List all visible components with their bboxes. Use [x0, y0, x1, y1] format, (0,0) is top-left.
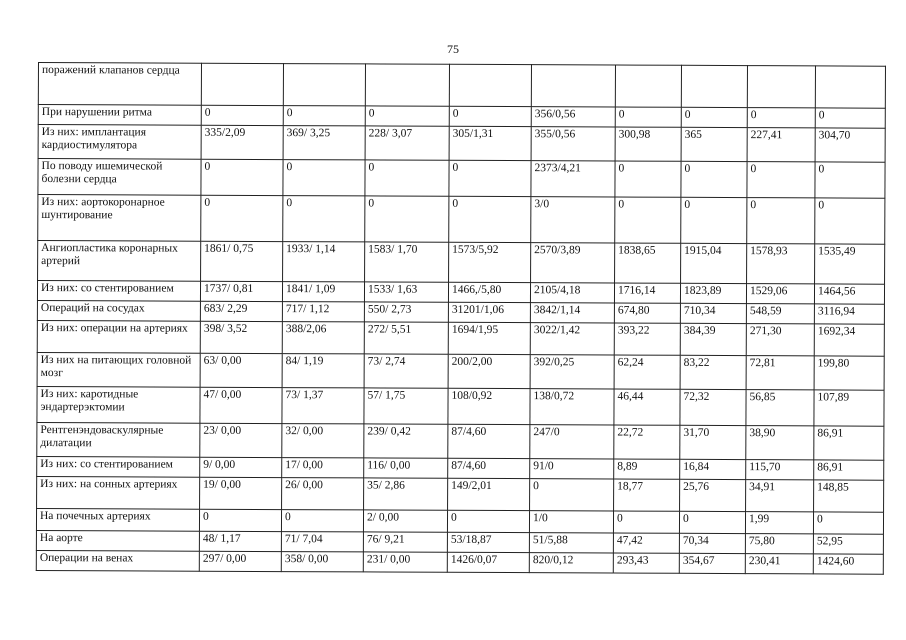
- table-cell: 87/4,60: [448, 424, 530, 458]
- row-label: Из них: имплантация кардиостимулятора: [38, 125, 201, 160]
- table-cell: 710,34: [680, 303, 746, 323]
- table-cell: 26/ 0,00: [282, 478, 364, 510]
- row-label: Из них: операции на артериях: [37, 320, 200, 353]
- table-cell: 1915,04: [681, 243, 747, 283]
- table-cell: 0: [747, 162, 815, 198]
- table-cell: 53/18,87: [447, 532, 529, 552]
- row-label: Из них: на сонных артериях: [37, 476, 200, 509]
- table-cell: 73/ 1,37: [282, 388, 364, 424]
- table-cell: [681, 65, 747, 107]
- table-cell: 108/0,92: [448, 388, 530, 424]
- row-label: Из них: аортокоронарное шунтирование: [38, 195, 201, 242]
- table-cell: 73/ 2,74: [364, 354, 448, 388]
- table-cell: 354,67: [679, 553, 745, 573]
- table-cell: 1694/1,95: [448, 322, 530, 354]
- table-cell: 1578,93: [747, 244, 815, 284]
- table-cell: 1533/ 1,63: [364, 282, 448, 302]
- table-cell: 3/0: [531, 197, 615, 243]
- table-cell: 3022/1,42: [530, 323, 614, 355]
- table-cell: 107,89: [814, 390, 884, 426]
- table-cell: 32/ 0,00: [282, 424, 364, 458]
- table-cell: 75,80: [745, 534, 813, 554]
- table-cell: 51/5,88: [529, 533, 613, 553]
- table-cell: 22,72: [614, 425, 680, 459]
- table-cell: 683/ 2,29: [200, 301, 282, 321]
- table-cell: [815, 66, 885, 108]
- table-cell: 393,22: [614, 323, 680, 355]
- table-cell: 0: [365, 160, 449, 196]
- table-row: [38, 159, 885, 199]
- table-cell: 335/2,09: [201, 125, 283, 159]
- table-cell: 0: [815, 162, 885, 198]
- table-cell: 0: [815, 108, 885, 128]
- table-cell: 0: [201, 159, 283, 195]
- table-cell: 1737/ 0,81: [200, 281, 282, 301]
- table-row: [36, 550, 883, 574]
- row-label: поражений клапанов сердца: [38, 63, 201, 106]
- table-cell: 820/0,12: [529, 553, 613, 573]
- table-cell: 8,89: [614, 459, 680, 479]
- table-cell: 23/ 0,00: [200, 423, 282, 457]
- row-label: Из них: каротидные эндартерэктомии: [37, 386, 200, 423]
- table-cell: 293,43: [613, 553, 679, 573]
- table-cell: 2105/4,18: [530, 283, 614, 303]
- table-cell: [449, 64, 531, 106]
- table-cell: 0: [283, 106, 365, 126]
- table-cell: 300,98: [615, 127, 681, 161]
- row-label: На почечных артериях: [36, 508, 199, 531]
- table-cell: 57/ 1,75: [364, 388, 448, 424]
- table-cell: 0: [447, 510, 529, 532]
- table-cell: 0: [815, 198, 885, 244]
- table-cell: 52,95: [813, 534, 883, 554]
- table-cell: 0: [747, 108, 815, 128]
- table-cell: 25,76: [680, 479, 746, 511]
- table-cell: 0: [615, 107, 681, 127]
- table-cell: 72,32: [680, 389, 746, 425]
- table-cell: 115,70: [746, 460, 814, 480]
- table-cell: 369/ 3,25: [283, 126, 365, 160]
- table-cell: 1583/ 1,70: [365, 242, 449, 282]
- table-cell: 18,77: [614, 479, 680, 511]
- table-cell: 138/0,72: [530, 389, 614, 425]
- row-label: При нарушении ритма: [38, 105, 201, 126]
- table-cell: 47,42: [613, 533, 679, 553]
- table-row: [37, 352, 884, 390]
- table-row: [38, 125, 885, 163]
- table-cell: 1823,89: [680, 283, 746, 303]
- table-cell: [201, 63, 283, 105]
- table-row: [38, 195, 885, 245]
- table-cell: 0: [613, 511, 679, 533]
- table-cell: 47/ 0,00: [200, 387, 282, 423]
- table-cell: 116/ 0,00: [364, 458, 448, 478]
- table-cell: 2373/4,21: [531, 161, 615, 197]
- table-cell: 0: [199, 509, 281, 531]
- table-cell: 0: [201, 105, 283, 125]
- table-cell: 71/ 7,04: [281, 532, 363, 552]
- table-cell: 3842/1,14: [530, 303, 614, 323]
- table-cell: 2570/3,89: [531, 243, 615, 283]
- table-row: [37, 476, 884, 512]
- table-cell: 0: [681, 197, 747, 243]
- table-cell: 392/0,25: [530, 355, 614, 389]
- table-cell: 1529,06: [746, 284, 814, 304]
- table-cell: 86,91: [814, 426, 884, 460]
- table-cell: 0: [747, 198, 815, 244]
- table-cell: 83,22: [680, 355, 746, 389]
- table-cell: 384,39: [680, 323, 746, 355]
- table-cell: 63/ 0,00: [200, 353, 282, 387]
- row-label: Ангиопластика коронарных артерий: [38, 241, 201, 282]
- table-cell: 0: [530, 479, 614, 511]
- table-cell: 91/0: [530, 459, 614, 479]
- table-cell: 365: [681, 127, 747, 161]
- table-cell: 230,41: [745, 554, 813, 574]
- table-cell: 9/ 0,00: [200, 457, 282, 477]
- table-cell: 0: [449, 160, 531, 196]
- table-cell: 0: [813, 512, 883, 534]
- table-cell: [615, 65, 681, 107]
- table-row: [37, 422, 884, 460]
- table-cell: 356/0,56: [531, 107, 615, 127]
- table-cell: [283, 64, 365, 106]
- table-cell: 0: [681, 107, 747, 127]
- table-cell: 1861/ 0,75: [201, 241, 283, 281]
- table-cell: [531, 65, 615, 107]
- table-cell: 0: [615, 197, 681, 243]
- table-cell: 1/0: [529, 511, 613, 533]
- table-cell: 31201/1,06: [448, 302, 530, 322]
- table-cell: 0: [281, 510, 363, 532]
- table-cell: 86,91: [814, 460, 884, 480]
- table-cell: 0: [201, 195, 283, 241]
- table-cell: 0: [681, 161, 747, 197]
- table-cell: 84/ 1,19: [282, 354, 364, 388]
- table-row: [38, 241, 885, 285]
- row-label: Операции на венах: [36, 550, 199, 571]
- table-cell: 358/ 0,00: [281, 552, 363, 572]
- table-cell: 0: [679, 511, 745, 533]
- row-label: На аорте: [36, 530, 199, 551]
- table-cell: 76/ 9,21: [363, 532, 447, 552]
- row-label: Операций на сосудах: [37, 300, 200, 321]
- table-cell: 239/ 0,42: [364, 424, 448, 458]
- table-cell: 1933/ 1,14: [283, 242, 365, 282]
- row-label: Рентгенэндоваскулярные дилатации: [37, 422, 200, 457]
- table-cell: 35/ 2,86: [364, 478, 448, 510]
- table-row: [37, 386, 884, 426]
- table-cell: 297/ 0,00: [199, 551, 281, 571]
- table-cell: 0: [283, 160, 365, 196]
- row-label: Из них: со стентированием: [37, 281, 200, 302]
- row-label: Из них на питающих головной мозг: [37, 352, 200, 387]
- table-cell: 38,90: [746, 426, 814, 460]
- table-cell: 72,81: [746, 356, 814, 390]
- table-cell: 0: [449, 106, 531, 126]
- table-cell: 0: [615, 161, 681, 197]
- table-cell: 355/0,56: [531, 127, 615, 161]
- table-row: [37, 320, 884, 356]
- table-cell: 34,91: [746, 480, 814, 512]
- table-cell: 0: [365, 196, 449, 242]
- table-cell: 0: [449, 196, 531, 242]
- table-cell: 70,34: [679, 533, 745, 553]
- table-cell: 1464,56: [814, 284, 884, 304]
- page-number: 75: [447, 42, 459, 56]
- table-cell: 16,84: [680, 459, 746, 479]
- table-cell: 674,80: [614, 303, 680, 323]
- table-cell: 398/ 3,52: [200, 321, 282, 353]
- table-cell: 304,70: [815, 128, 885, 162]
- table-cell: 2/ 0,00: [363, 510, 447, 532]
- table-cell: 388/2,06: [282, 322, 364, 354]
- table-cell: 87/4,60: [448, 458, 530, 478]
- table-cell: 17/ 0,00: [282, 458, 364, 478]
- table-cell: 1838,65: [615, 243, 681, 283]
- table-cell: 1692,34: [814, 324, 884, 356]
- table-cell: 247/0: [530, 425, 614, 459]
- table-cell: 148,85: [814, 480, 884, 512]
- table-cell: 56,85: [746, 390, 814, 426]
- table-cell: 1466,/5,80: [448, 282, 530, 302]
- table-cell: 62,24: [614, 355, 680, 389]
- table-cell: 1424,60: [813, 554, 883, 574]
- table-cell: 31,70: [680, 425, 746, 459]
- table-cell: 272/ 5,51: [364, 322, 448, 354]
- table-cell: 1426/0,07: [447, 552, 529, 572]
- row-label: По поводу ишемической болезни сердца: [38, 159, 201, 196]
- table-cell: 48/ 1,17: [199, 531, 281, 551]
- table-cell: 1573/5,92: [449, 242, 531, 282]
- table-cell: 1716,14: [614, 283, 680, 303]
- table-cell: 228/ 3,07: [365, 126, 449, 160]
- table-cell: 199,80: [814, 356, 884, 390]
- table-cell: 227,41: [747, 128, 815, 162]
- table-row: [38, 63, 885, 109]
- table-cell: 3116,94: [814, 304, 884, 324]
- table-cell: 1535,49: [815, 244, 885, 284]
- table-cell: 231/ 0,00: [363, 552, 447, 572]
- table-body: [36, 63, 885, 575]
- table-cell: 550/ 2,73: [364, 302, 448, 322]
- table-cell: 1,99: [745, 512, 813, 534]
- surgery-statistics-table: [36, 62, 886, 575]
- table-cell: 305/1,31: [449, 126, 531, 160]
- table-cell: 548,59: [746, 304, 814, 324]
- table-cell: [747, 66, 815, 108]
- table-cell: 0: [283, 196, 365, 242]
- row-label: Из них: со стентированием: [37, 456, 200, 477]
- table-cell: 0: [365, 106, 449, 126]
- table-cell: 200/2,00: [448, 354, 530, 388]
- table-cell: [365, 64, 449, 106]
- table-cell: 271,30: [746, 324, 814, 356]
- table-cell: 46,44: [614, 389, 680, 425]
- table-cell: 1841/ 1,09: [282, 282, 364, 302]
- table-cell: 149/2,01: [448, 478, 530, 510]
- table-cell: 717/ 1,12: [282, 302, 364, 322]
- table-cell: 19/ 0,00: [200, 477, 282, 509]
